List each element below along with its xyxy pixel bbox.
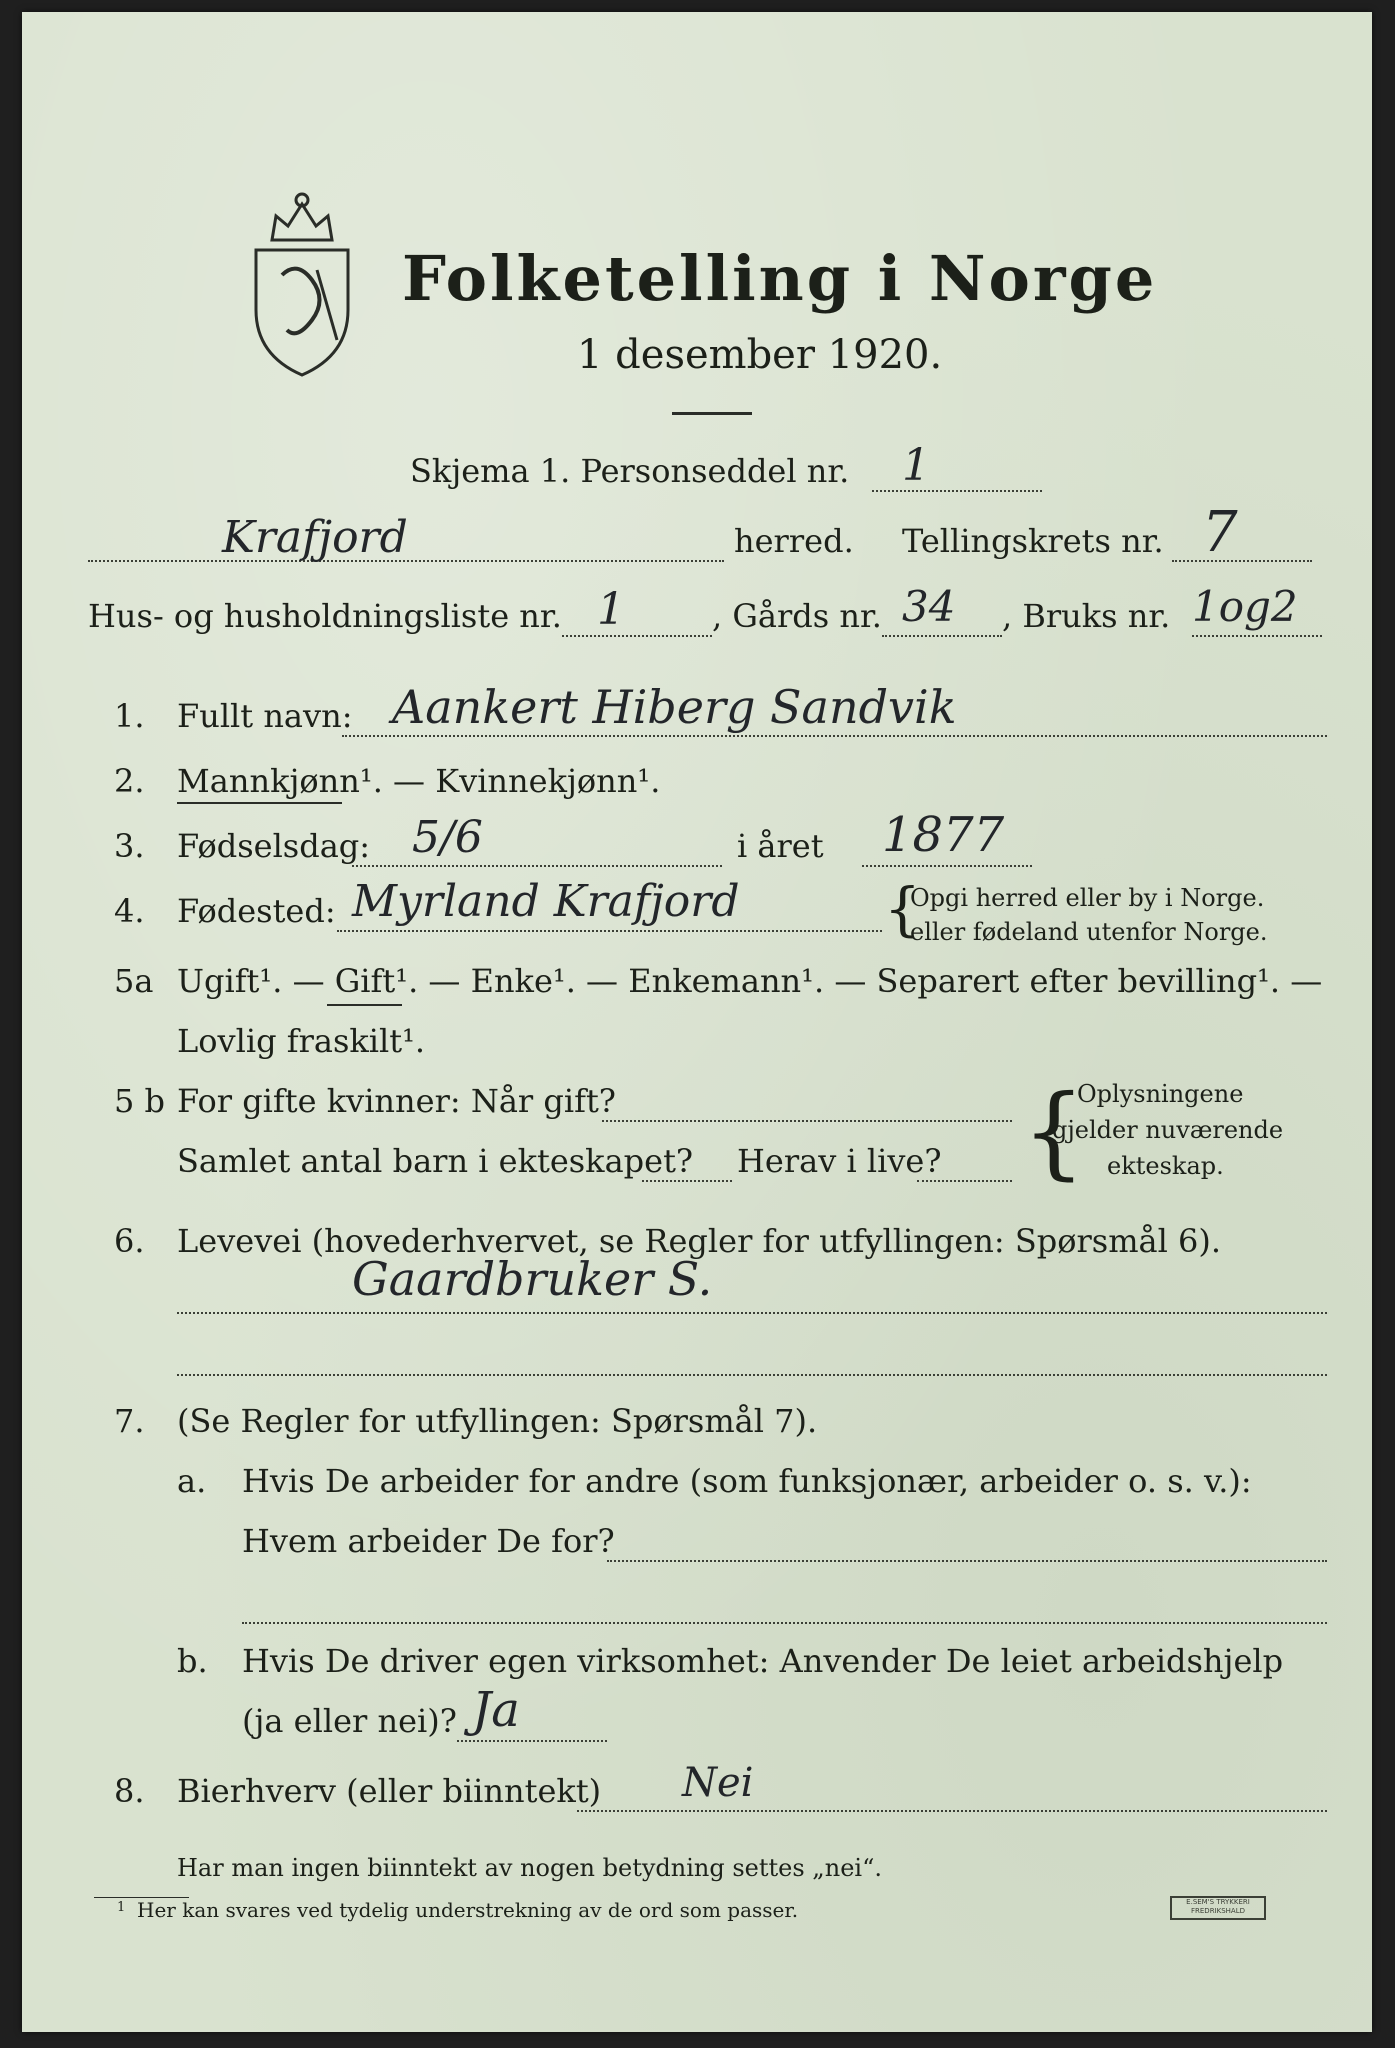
q7b-line-2: (ja eller nei)? [242, 1702, 457, 1740]
tellingskrets-value: 7 [1202, 500, 1238, 565]
census-form-page [22, 12, 1372, 2032]
bruks-value: 1og2 [1192, 582, 1298, 631]
q7a-answer-line-1 [607, 1560, 1327, 1562]
q7a-line-2: Hvem arbeider De for? [242, 1522, 615, 1560]
q5a-number: 5a [114, 962, 154, 1000]
q5b-line-1: For gifte kvinner: Når gift? [177, 1082, 616, 1120]
q4-brace: { [884, 875, 921, 943]
q5b-note-1: Oplysningene [1077, 1080, 1244, 1108]
title-divider [672, 412, 752, 415]
q2-underline [177, 802, 342, 804]
q5b-gift-line [602, 1120, 1012, 1122]
q5b-line-2b: Herav i live? [737, 1142, 942, 1180]
skjema-value: 1 [902, 440, 930, 491]
gards-line [882, 635, 1002, 637]
q5b-barn-line [642, 1180, 732, 1182]
q3-number: 3. [114, 827, 145, 865]
q8-value: Nei [682, 1760, 754, 1806]
q7a-letter: a. [177, 1462, 207, 1500]
q5a-underline [327, 1004, 402, 1006]
q8-label: Bierhverv (eller biinntekt) [177, 1772, 602, 1810]
q5a-line-2: Lovlig fraskilt¹. [177, 1022, 426, 1060]
herred-value: Krafjord [222, 512, 408, 563]
gards-label: , Gårds nr. [712, 597, 882, 635]
tellingskrets-label: Tellingskrets nr. [902, 522, 1164, 560]
q6-number: 6. [114, 1222, 145, 1260]
q7-number: 7. [114, 1402, 145, 1440]
q1-label: Fullt navn: [177, 697, 353, 735]
bruks-label: , Bruks nr. [1002, 597, 1171, 635]
hus-label: Hus- og husholdningsliste nr. [88, 597, 562, 635]
hus-value: 1 [597, 584, 625, 635]
q5b-line-2: Samlet antal barn i ekteskapet? [177, 1142, 694, 1180]
q7b-letter: b. [177, 1642, 208, 1680]
q6-label: Levevei (hovederhvervet, se Regler for utfyllingen: Spørsmål 6). [177, 1222, 1222, 1260]
q5b-number: 5 b [114, 1082, 166, 1120]
q7b-value: Ja [472, 1682, 520, 1738]
q5b-note-3: ekteskap. [1107, 1152, 1224, 1180]
q3-value: 5/6 [412, 812, 483, 863]
q4-note-2: eller fødeland utenfor Norge. [910, 918, 1268, 946]
footnote-text: Her kan svares ved tydelig understrekning av de ord som passer. [137, 1898, 799, 1922]
q7a-answer-line-2 [242, 1622, 1327, 1624]
q7b-line-1: Hvis De driver egen virksomhet: Anvender De leiet arbeidshjelp [242, 1642, 1284, 1680]
q2-label: Mannkjønn¹. — Kvinnekjønn¹. [177, 762, 661, 800]
hus-line [562, 635, 712, 637]
gards-value: 34 [902, 582, 956, 631]
q4-line [337, 930, 882, 932]
q3-year-line [862, 865, 1032, 867]
q3-line [352, 865, 722, 867]
q6-value: Gaardbruker S. [352, 1252, 713, 1306]
footer-note: Har man ingen biinntekt av nogen betydning settes „nei“. [177, 1854, 882, 1882]
coat-of-arms-icon [242, 180, 362, 380]
q7b-answer-line [457, 1740, 607, 1742]
q5b-live-line [917, 1180, 1012, 1182]
q8-line [577, 1810, 1327, 1812]
q6-line-1 [177, 1312, 1327, 1314]
q4-label: Fødested: [177, 892, 336, 930]
tellingskrets-line [1172, 560, 1312, 562]
q3-label: Fødselsdag: [177, 827, 371, 865]
q8-number: 8. [114, 1772, 145, 1810]
skjema-line [872, 490, 1042, 492]
census-date: 1 desember 1920. [577, 332, 943, 378]
q5b-brace: { [1022, 1073, 1086, 1190]
q5a-line-1: Ugift¹. — Gift¹. — Enke¹. — Enkemann¹. — Separert efter bevilling¹. — [177, 962, 1323, 1000]
q5b-note-2: gjelder nuværende [1052, 1116, 1284, 1144]
q1-value: Aankert Hiberg Sandvik [392, 680, 957, 734]
q1-number: 1. [114, 697, 145, 735]
q4-value: Myrland Krafjord [352, 876, 740, 927]
q4-number: 4. [114, 892, 145, 930]
q3-year-label: i året [737, 827, 824, 865]
q1-line [342, 735, 1327, 737]
printer-stamp: E.SEM'S TRYKKERI FREDRIKSHALD [1170, 1896, 1266, 1920]
footnote-number: 1 [117, 1900, 126, 1915]
skjema-label: Skjema 1. Personseddel nr. [410, 452, 850, 490]
q7a-line-1: Hvis De arbeider for andre (som funksjonær, arbeider o. s. v.): [242, 1462, 1252, 1500]
form-title: Folketelling i Norge [402, 242, 1158, 315]
bruks-line [1192, 635, 1322, 637]
q2-number: 2. [114, 762, 145, 800]
herred-label: herred. [734, 522, 854, 560]
q3-year-value: 1877 [882, 807, 1005, 863]
q4-note-1: Opgi herred eller by i Norge. [910, 884, 1265, 912]
q6-line-2 [177, 1374, 1327, 1376]
q7-label: (Se Regler for utfyllingen: Spørsmål 7). [177, 1402, 818, 1440]
